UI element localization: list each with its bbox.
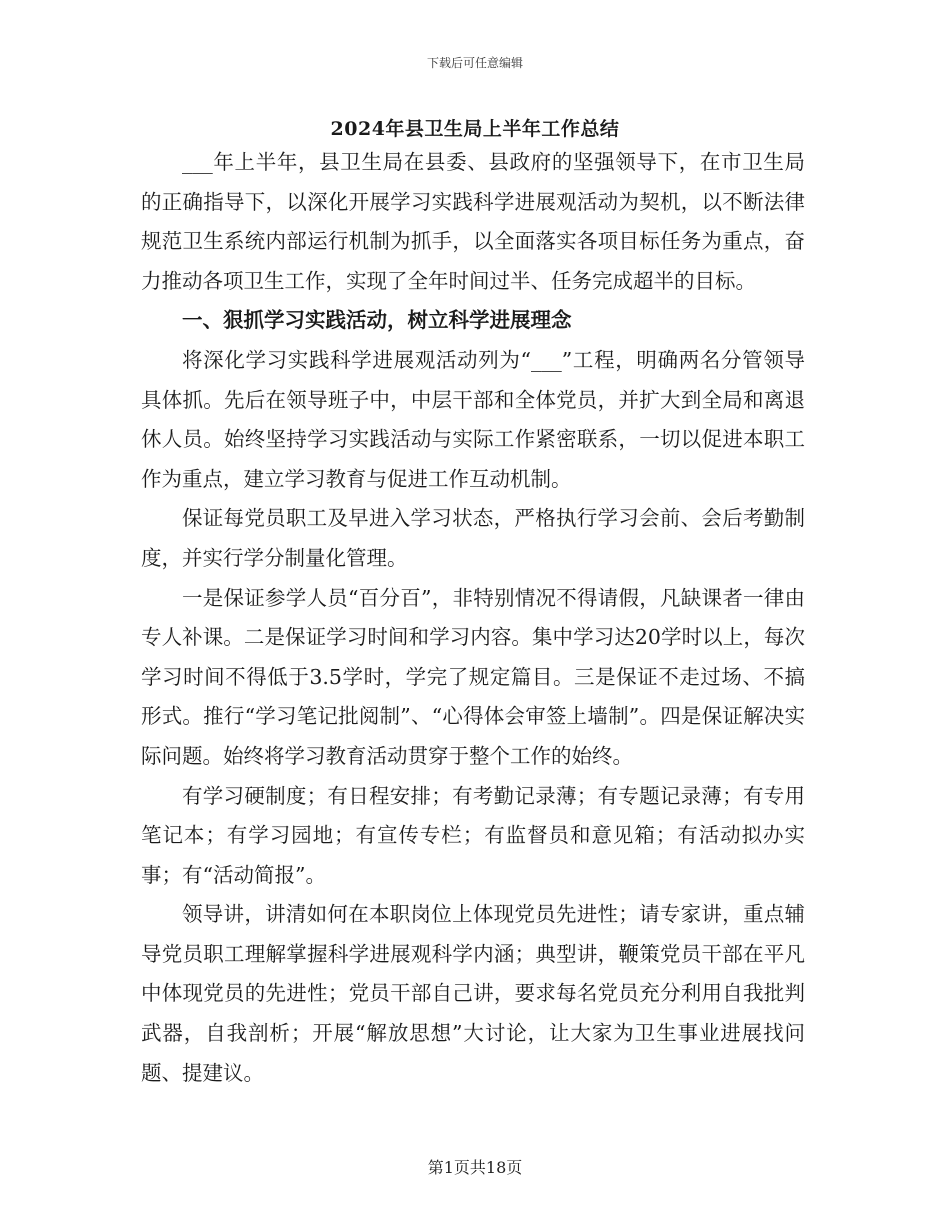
body-paragraph: 有学习硬制度；有日程安排；有考勤记录薄；有专题记录薄；有专用笔记本；有学习园地；有宣传专栏；有监督员和意见箱；有活动拟办实事；有“活动简报”。 xyxy=(141,783,805,887)
document-title: 2024年县卫生局上半年工作总结 xyxy=(330,118,620,140)
header-note: 下载后可任意编辑 xyxy=(426,56,523,70)
body-paragraph: 保证每党员职工及早进入学习状态，严格执行学习会前、会后考勤制度，并实行学分制量化管理。 xyxy=(141,506,805,570)
body-paragraph: 一是保证参学人员“百分百”，非特别情况不得请假，凡缺课者一律由专人补课。二是保证学习时间和学习内容。集中学习达20学时以上，每次学习时间不得低于3.5学时，学完了规定篇目。三是保证不走过场、不搞形式。推行“学习笔记批阅制”、“心得体会审签上墙制”。四是保证解决实际问题。始终将学习教育活动贯穿于整个工作的始终。 xyxy=(141,585,805,768)
body-paragraph: 领导讲，讲清如何在本职岗位上体现党员先进性；请专家讲，重点辅导党员职工理解掌握科学进展观科学内涵；典型讲，鞭策党员干部在平凡中体现党员的先进性；党员干部自己讲，要求每名党员充分利用自我批判武器，自我剖析；开展“解放思想”大讨论，让大家为卫生事业进展找问题、提建议。 xyxy=(141,902,805,1085)
document-body xyxy=(141,143,805,1093)
intro-paragraph: ___年上半年，县卫生局在县委、县政府的坚强领导下，在市卫生局的正确指导下，以深化开展学习实践科学进展观活动为契机，以不断法律规范卫生系统内部运行机制为抓手，以全面落实各项目标任务为重点，奋力推动各项卫生工作，实现了全年时间过半、任务完成超半的目标。 xyxy=(141,150,805,293)
section-heading-1: 一、狠抓学习实践活动，树立科学进展理念 xyxy=(182,308,572,333)
page-footer: 第1页共18页 xyxy=(427,1158,523,1177)
body-paragraph: 将深化学习实践科学进展观活动列为“___”工程，明确两名分管领导具体抓。先后在领导班子中，中层干部和全体党员，并扩大到全局和离退休人员。始终坚持学习实践活动与实际工作紧密联系，一切以促进本职工作为重点，建立学习教育与促进工作互动机制。 xyxy=(141,347,805,491)
